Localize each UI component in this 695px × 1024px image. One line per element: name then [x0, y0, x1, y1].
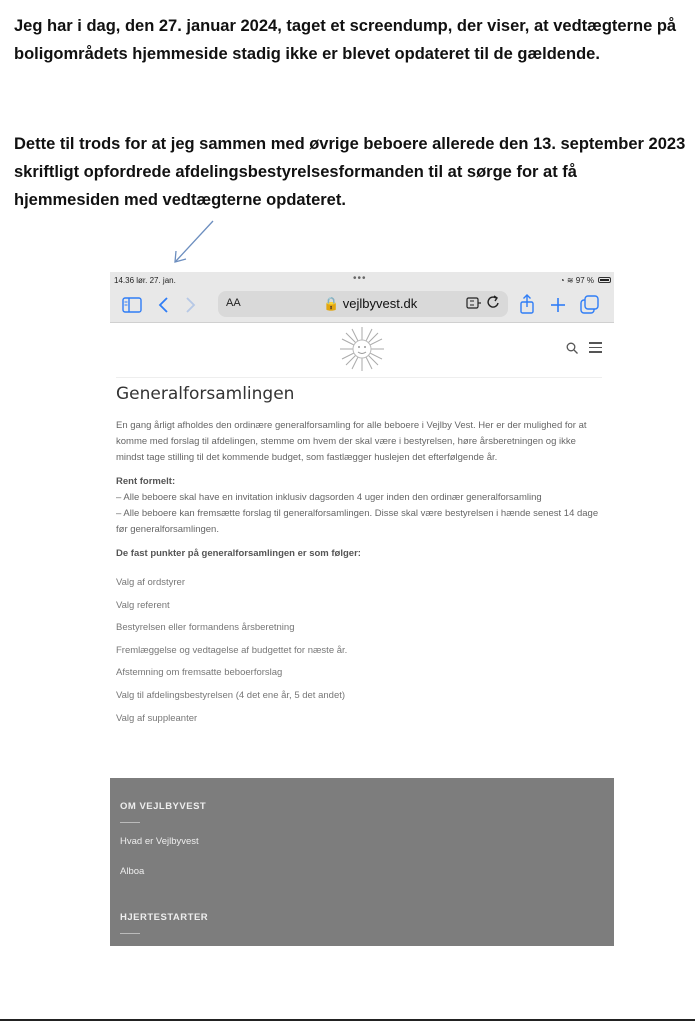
browser-toolbar — [110, 288, 614, 323]
intro-paragraph-2: Dette til trods for at jeg sammen med øvrige beboere allerede den 13. september 2023 skriftligt opfordrede afdelingsbestyrelsesformanden til at sørge for at få hjemmesiden med vedtægterne opdateret. — [14, 135, 686, 209]
list-item: Valg referent — [116, 599, 170, 611]
new-tab-icon[interactable] — [550, 297, 566, 313]
site-footer — [110, 778, 614, 946]
screenshot-frame — [110, 272, 614, 946]
back-icon[interactable] — [158, 297, 170, 313]
battery-icon — [598, 277, 611, 283]
reader-text-button[interactable]: AA — [226, 297, 241, 309]
status-time: 14.36 lør. 27. jan. — [114, 276, 176, 285]
list-item: Fremlæggelse og vedtagelse af budgettet for næste år. — [116, 644, 348, 656]
points-heading: De fast punkter på generalforsamlingen er som følger: — [116, 548, 361, 559]
footer-heading-defibrillator: HJERTESTARTER — [120, 912, 209, 923]
footer-divider — [120, 822, 140, 823]
formal-rule-2: – Alle beboere kan fremsætte forslag til generalforsamlingen. Disse skal være bestyrelsen i hænde senest 14 dage før generalforsamlingen. — [116, 508, 599, 535]
status-indicators: ◔ ≋ 97 % — [559, 276, 594, 285]
intro-paragraph-1: Jeg har i dag, den 27. januar 2024, taget et screendump, der viser, at vedtægterne på boligområdets hjemmeside stadig ikke er blevet opdateret til de gældende. — [14, 17, 677, 63]
site-logo[interactable] — [337, 324, 387, 374]
tabs-overview-icon[interactable] — [580, 295, 600, 315]
list-item: Bestyrelsen eller formandens årsberetning — [116, 622, 295, 634]
page-article — [116, 384, 606, 730]
share-icon[interactable] — [519, 294, 535, 314]
footer-heading-about: OM VEJLBYVEST — [120, 801, 207, 812]
header-divider — [116, 377, 602, 378]
formal-heading: Rent formelt: — [116, 476, 176, 487]
list-item: Afstemning om fremsatte beboerforslag — [116, 667, 283, 679]
pointer-arrow — [168, 218, 218, 268]
page-title: Generalforsamlingen — [116, 384, 295, 404]
list-item: Valg af ordstyrer — [116, 577, 185, 588]
footer-link-alboa[interactable]: Alboa — [120, 866, 145, 877]
intro-text: En gang årligt afholdes den ordinære generalforsamling for alle beboere i Vejlby Vest. Her er der mulighed for at komme med forslag til afdelingen, stemme om hvem der skal være i bestyrelsen, høre årsberetningen og ikke mindst tage stilling til det kommende budget, som fastlægger huslejen det efterfølgende år. — [116, 420, 587, 463]
page-bottom-line — [0, 1019, 695, 1021]
footer-link-about[interactable]: Hvad er Vejlbyvest — [120, 836, 199, 847]
hamburger-menu-icon[interactable] — [589, 342, 602, 356]
reload-icon[interactable] — [486, 294, 500, 310]
url-text[interactable]: 🔒 vejlbyvest.dk — [323, 296, 418, 311]
formal-rule-1: – Alle beboere skal have en invitation inklusiv dagsorden 4 uger inden den ordinær generalforsamling — [116, 492, 542, 503]
footer-divider — [120, 933, 140, 934]
list-item: Valg til afdelingsbestyrelsen (4 det ene år, 5 det andet) — [116, 689, 346, 701]
search-icon[interactable] — [566, 342, 578, 354]
multitask-dots[interactable]: ••• — [353, 273, 367, 284]
forward-icon[interactable] — [184, 297, 196, 313]
address-bar[interactable] — [218, 291, 508, 317]
extension-icon[interactable] — [466, 296, 482, 310]
sidebar-icon[interactable] — [122, 297, 142, 313]
status-bar — [110, 272, 614, 288]
list-item: Valg af suppleanter — [116, 712, 198, 724]
